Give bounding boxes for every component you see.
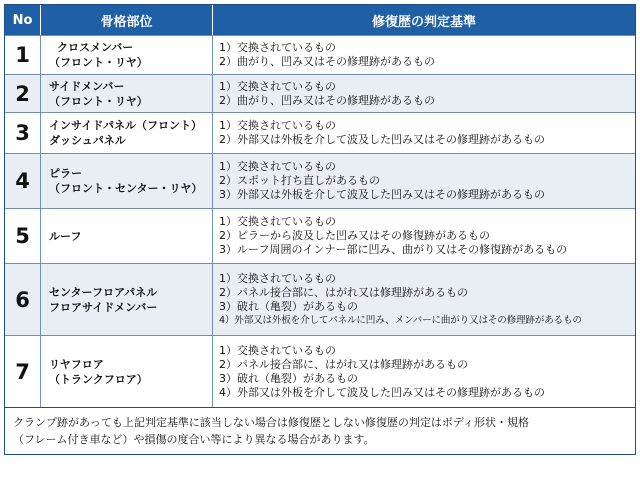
criteria-line: 1）交換されているもの [219,215,336,228]
part-line: ピラー [49,167,82,180]
row-number: 2 [5,75,41,112]
part-line: インサイドパネル（フロント） [49,119,203,132]
table-header [5,5,635,35]
criteria-cell [213,36,635,74]
table-row [5,335,635,407]
header-criteria: 修復歴の判定基準 [371,14,476,30]
criteria-line: 1）交換されているもの [219,119,336,132]
header-part: 骨格部位 [41,5,213,35]
part-line: ルーフ [49,229,82,243]
criteria-line: 3）破れ（亀裂）があるもの [219,299,358,313]
frame-part [41,154,213,208]
criteria-line: 2）外部又は外板を介して波及した凹み又はその修理跡があるもの [219,133,545,146]
criteria-line: 3）ルーフ周囲のインナー部に凹み、曲がり又はその修復跡があるもの [219,243,568,256]
criteria-line: 3）破れ（亀裂）があるもの [219,371,358,385]
table-row [5,208,635,263]
criteria-line: 4）外部又は外板を介してパネルに凹み、メンバーに曲がり又はその修理跡があるもの [219,314,582,326]
part-line: （トランクフロア） [49,372,148,386]
part-line: （フロント・センター・リヤ） [49,182,203,195]
criteria-cell [213,154,635,208]
row-number: 4 [5,154,41,208]
criteria-line: 2）ピラーから波及した凹み又はその修復跡があるもの [219,229,490,242]
criteria-cell [213,209,635,263]
criteria-line: 2）曲がり、凹み又はその修理跡があるもの [219,55,435,68]
criteria-line: 1）交換されているもの [219,79,336,93]
part-line: （フロント・リヤ） [49,94,148,108]
criteria-line: 1）交換されているもの [219,160,336,173]
frame-part [41,36,213,74]
part-line: センターフロアパネル [49,285,158,299]
footnote-line: （フレーム付き車など）や損傷の度合い等により異なる場合があります。 [13,433,375,446]
criteria-line: 2）パネル接合部に、はがれ又は修理跡があるもの [219,285,468,299]
frame-part [41,209,213,263]
table-row [5,153,635,208]
criteria-line: 1）交換されているもの [219,343,336,357]
criteria-line: 3）外部又は外板を介して波及した凹み又はその修理跡があるもの [219,188,545,201]
row-number: 5 [5,209,41,263]
criteria-line: 1）交換されているもの [219,41,336,54]
criteria-line: 2）曲がり、凹み又はその修理跡があるもの [219,93,435,107]
frame-part [41,113,213,153]
criteria-line: 1）交換されているもの [219,271,336,285]
criteria-line: 4）外部又は外板を介して波及した凹み又はその修理跡があるもの [219,385,545,399]
criteria-line: 2）パネル接合部に、はがれ又は修理跡があるもの [219,357,468,371]
table-row [5,74,635,112]
table-row [5,35,635,74]
row-number: 1 [5,36,41,74]
criteria-line: 2）スポット打ち直しがあるもの [219,174,380,187]
repair-history-table [4,4,636,455]
criteria-cell [213,113,635,153]
part-line: サイドメンバー [49,79,125,93]
criteria-cell [213,264,635,335]
frame-part [41,75,213,112]
row-number: 7 [5,336,41,407]
part-line: クロスメンバー [57,41,134,54]
criteria-cell [213,336,635,407]
footnote-line: クランプ跡があっても上記判定基準に該当しない場合は修復歴としない修復歴の判定はボディ形状・規格 [13,416,530,429]
row-number: 6 [5,264,41,335]
frame-part [41,264,213,335]
part-line: （フロント・リヤ） [49,56,148,69]
header-no: No [5,5,41,35]
part-line: フロアサイドメンバー [49,300,158,314]
criteria-cell [213,75,635,112]
table-row [5,263,635,335]
part-line: リヤフロア [49,357,104,371]
frame-part [41,336,213,407]
table-row [5,112,635,153]
part-line: ダッシュパネル [49,134,126,147]
row-number: 3 [5,113,41,153]
footnote [5,407,635,454]
